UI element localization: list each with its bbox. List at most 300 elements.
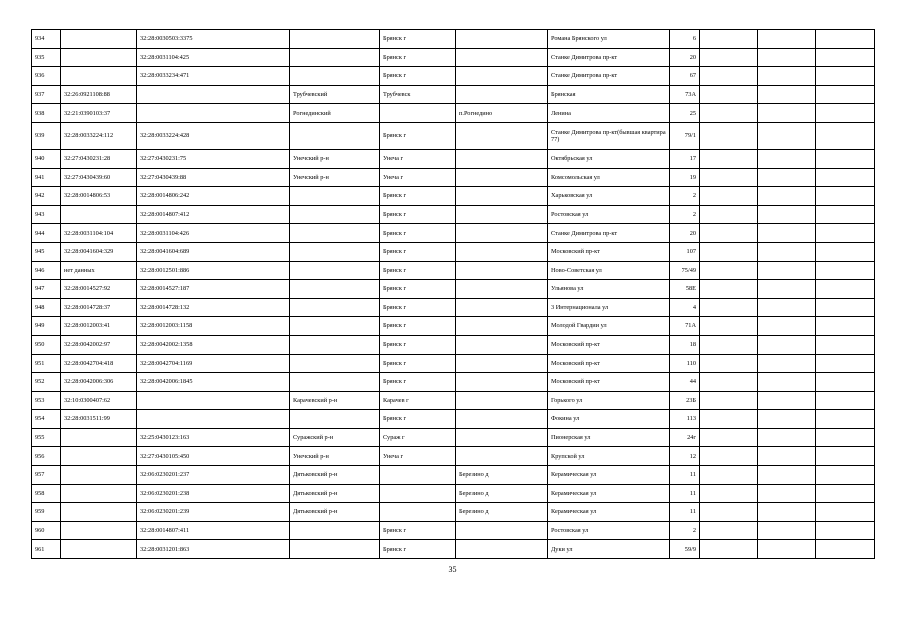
cell-house-number: 59/9 — [670, 540, 700, 559]
cell-extra-1 — [700, 261, 758, 280]
cell-row-number: 952 — [32, 373, 61, 392]
cell-cadastral-number-land: 32:28:0042704:418 — [61, 354, 137, 373]
cell-row-number: 951 — [32, 354, 61, 373]
cell-row-number: 954 — [32, 410, 61, 429]
cell-street: Станке Димитрова пр-кт — [548, 67, 670, 86]
cell-city: Брянск г — [380, 48, 456, 67]
cell-extra-2 — [758, 391, 816, 410]
cell-district: Дятьковский р-н — [290, 503, 380, 522]
cell-row-number: 959 — [32, 503, 61, 522]
cell-extra-3 — [816, 503, 875, 522]
cell-house-number: 67 — [670, 67, 700, 86]
table-row — [32, 540, 875, 559]
cell-settlement — [456, 224, 548, 243]
cell-extra-3 — [816, 410, 875, 429]
table-row — [32, 30, 875, 49]
cell-extra-3 — [816, 149, 875, 168]
cell-cadastral-number-land: 32:10:0300407:62 — [61, 391, 137, 410]
cell-settlement — [456, 410, 548, 429]
cell-house-number: 79/1 — [670, 122, 700, 149]
cell-extra-2 — [758, 335, 816, 354]
cell-city: Брянск г — [380, 373, 456, 392]
cell-cadastral-number-land — [61, 67, 137, 86]
cell-city: Брянск г — [380, 205, 456, 224]
table-row — [32, 410, 875, 429]
cell-house-number: 17 — [670, 149, 700, 168]
cell-settlement — [456, 168, 548, 187]
cell-cadastral-number-building: 32:28:0014527:187 — [137, 280, 290, 299]
cell-settlement: Березино д — [456, 484, 548, 503]
cell-city: Брянск г — [380, 261, 456, 280]
cell-extra-1 — [700, 484, 758, 503]
cell-street: Ульянова ул — [548, 280, 670, 299]
cell-row-number: 935 — [32, 48, 61, 67]
cell-street: Фокина ул — [548, 410, 670, 429]
cell-district: Унечский р-н — [290, 168, 380, 187]
cell-house-number: 25 — [670, 104, 700, 123]
cell-extra-3 — [816, 373, 875, 392]
cell-cadastral-number-land: 32:28:0041604:329 — [61, 242, 137, 261]
cell-house-number: 4 — [670, 298, 700, 317]
cell-city — [380, 484, 456, 503]
cell-settlement — [456, 373, 548, 392]
cell-street: Ростовская ул — [548, 521, 670, 540]
cell-city: Трубчевск — [380, 85, 456, 104]
cell-house-number: 23Б — [670, 391, 700, 410]
cell-cadastral-number-building: 32:27:0430231:75 — [137, 149, 290, 168]
cell-extra-3 — [816, 447, 875, 466]
cell-extra-2 — [758, 122, 816, 149]
cell-street: Керамическая ул — [548, 484, 670, 503]
cell-extra-2 — [758, 67, 816, 86]
cell-extra-3 — [816, 484, 875, 503]
cell-house-number: 11 — [670, 503, 700, 522]
cell-cadastral-number-building: 32:28:0041604:689 — [137, 242, 290, 261]
cell-settlement: Березино д — [456, 466, 548, 485]
cell-row-number: 956 — [32, 447, 61, 466]
cell-row-number: 940 — [32, 149, 61, 168]
cell-district — [290, 122, 380, 149]
table-row — [32, 122, 875, 149]
cell-cadastral-number-land — [61, 48, 137, 67]
cell-house-number: 107 — [670, 242, 700, 261]
cell-extra-1 — [700, 168, 758, 187]
cell-extra-2 — [758, 373, 816, 392]
cell-extra-2 — [758, 540, 816, 559]
table-row — [32, 149, 875, 168]
cell-extra-1 — [700, 335, 758, 354]
cell-extra-3 — [816, 48, 875, 67]
cell-cadastral-number-building: 32:28:0014807:411 — [137, 521, 290, 540]
cell-extra-1 — [700, 298, 758, 317]
cell-extra-3 — [816, 67, 875, 86]
cell-cadastral-number-building: 32:06:0230201:237 — [137, 466, 290, 485]
cell-cadastral-number-building — [137, 104, 290, 123]
cell-cadastral-number-land: 32:27:0430231:28 — [61, 149, 137, 168]
cell-extra-1 — [700, 317, 758, 336]
table-row — [32, 280, 875, 299]
cell-street: Ново-Советская ул — [548, 261, 670, 280]
cell-house-number: 19 — [670, 168, 700, 187]
registry-table-sheet — [31, 29, 874, 559]
cell-street: Комсомольская ул — [548, 168, 670, 187]
cell-house-number: 18 — [670, 335, 700, 354]
cell-cadastral-number-land — [61, 205, 137, 224]
cell-extra-3 — [816, 540, 875, 559]
cell-row-number: 946 — [32, 261, 61, 280]
table-row — [32, 428, 875, 447]
cell-cadastral-number-building: 32:28:0014806:242 — [137, 187, 290, 206]
cell-city: Брянск г — [380, 335, 456, 354]
cell-cadastral-number-land: 32:28:0033224:112 — [61, 122, 137, 149]
cell-district — [290, 261, 380, 280]
cell-district — [290, 187, 380, 206]
cell-settlement — [456, 149, 548, 168]
table-body — [32, 30, 875, 559]
cell-row-number: 950 — [32, 335, 61, 354]
cell-extra-1 — [700, 187, 758, 206]
cell-city: Брянск г — [380, 280, 456, 299]
cell-street: Крупской ул — [548, 447, 670, 466]
cell-house-number: 71А — [670, 317, 700, 336]
cell-house-number: 110 — [670, 354, 700, 373]
table-row — [32, 317, 875, 336]
cell-extra-2 — [758, 298, 816, 317]
cell-district — [290, 317, 380, 336]
cell-city: Унеча г — [380, 168, 456, 187]
cell-street: Пионерская ул — [548, 428, 670, 447]
table-row — [32, 48, 875, 67]
cell-settlement — [456, 298, 548, 317]
cell-cadastral-number-land: 32:28:0014806:53 — [61, 187, 137, 206]
cell-extra-1 — [700, 30, 758, 49]
cell-house-number: 11 — [670, 466, 700, 485]
cell-row-number: 949 — [32, 317, 61, 336]
cell-row-number: 948 — [32, 298, 61, 317]
cell-settlement — [456, 85, 548, 104]
cell-cadastral-number-building: 32:28:0033234:471 — [137, 67, 290, 86]
cell-city — [380, 466, 456, 485]
cell-street: Московский пр-кт — [548, 354, 670, 373]
cell-row-number: 943 — [32, 205, 61, 224]
cell-district — [290, 224, 380, 243]
cell-extra-1 — [700, 373, 758, 392]
cell-district — [290, 373, 380, 392]
cell-cadastral-number-building: 32:06:0230201:238 — [137, 484, 290, 503]
cell-extra-2 — [758, 484, 816, 503]
cell-extra-3 — [816, 205, 875, 224]
cell-extra-1 — [700, 224, 758, 243]
cell-district: Карачевский р-н — [290, 391, 380, 410]
cell-extra-1 — [700, 447, 758, 466]
table-row — [32, 168, 875, 187]
cell-street: Станке Димитрова пр-кт — [548, 224, 670, 243]
cell-cadastral-number-land — [61, 466, 137, 485]
cell-settlement — [456, 540, 548, 559]
cell-cadastral-number-land: 32:28:0031104:104 — [61, 224, 137, 243]
cell-settlement — [456, 317, 548, 336]
cell-extra-3 — [816, 335, 875, 354]
cell-extra-3 — [816, 280, 875, 299]
cell-extra-1 — [700, 410, 758, 429]
cell-extra-1 — [700, 428, 758, 447]
cell-cadastral-number-building: 32:28:0012003:1158 — [137, 317, 290, 336]
cell-row-number: 958 — [32, 484, 61, 503]
cell-district: Унечский р-н — [290, 447, 380, 466]
cell-cadastral-number-land — [61, 447, 137, 466]
cell-cadastral-number-building: 32:25:0430123:163 — [137, 428, 290, 447]
cell-city — [380, 503, 456, 522]
cell-extra-1 — [700, 521, 758, 540]
cell-cadastral-number-land: 32:28:0014527:92 — [61, 280, 137, 299]
cell-cadastral-number-land — [61, 521, 137, 540]
cell-extra-3 — [816, 317, 875, 336]
table-row — [32, 261, 875, 280]
cell-city: Брянск г — [380, 67, 456, 86]
cell-street: Харьковская ул — [548, 187, 670, 206]
cell-street: Горького ул — [548, 391, 670, 410]
page-number: 35 — [448, 565, 457, 574]
cell-cadastral-number-building: 32:28:0014728:132 — [137, 298, 290, 317]
cell-settlement — [456, 48, 548, 67]
cell-row-number: 953 — [32, 391, 61, 410]
table-row — [32, 335, 875, 354]
cell-extra-2 — [758, 104, 816, 123]
cell-district: Рогнединский — [290, 104, 380, 123]
cell-settlement — [456, 242, 548, 261]
cell-extra-2 — [758, 205, 816, 224]
cell-street: Станке Димитрова пр-кт — [548, 48, 670, 67]
cell-street: Романа Брянского ул — [548, 30, 670, 49]
cell-cadastral-number-land — [61, 503, 137, 522]
cell-cadastral-number-land: 32:21:0390103:37 — [61, 104, 137, 123]
cell-extra-2 — [758, 503, 816, 522]
cell-extra-2 — [758, 48, 816, 67]
cell-extra-2 — [758, 30, 816, 49]
cell-cadastral-number-building: 32:28:0030503:3375 — [137, 30, 290, 49]
cell-district: Трубчевский — [290, 85, 380, 104]
cell-street: Дуки ул — [548, 540, 670, 559]
cell-extra-1 — [700, 48, 758, 67]
table-row — [32, 67, 875, 86]
cell-settlement — [456, 67, 548, 86]
cell-cadastral-number-building: 32:28:0033224:428 — [137, 122, 290, 149]
cell-extra-3 — [816, 30, 875, 49]
cell-city: Брянск г — [380, 317, 456, 336]
cell-extra-2 — [758, 354, 816, 373]
cell-extra-1 — [700, 242, 758, 261]
registry-table — [31, 29, 875, 559]
cell-extra-1 — [700, 85, 758, 104]
table-row — [32, 373, 875, 392]
cell-district: Унечский р-н — [290, 149, 380, 168]
cell-street: Керамическая ул — [548, 503, 670, 522]
table-row — [32, 354, 875, 373]
cell-district: Суражский р-н — [290, 428, 380, 447]
cell-settlement — [456, 354, 548, 373]
cell-cadastral-number-land: 32:28:0014728:37 — [61, 298, 137, 317]
cell-cadastral-number-land: 32:28:0012003:41 — [61, 317, 137, 336]
table-row — [32, 85, 875, 104]
cell-cadastral-number-land — [61, 484, 137, 503]
cell-extra-2 — [758, 187, 816, 206]
cell-district — [290, 30, 380, 49]
cell-settlement: Березино д — [456, 503, 548, 522]
cell-row-number: 945 — [32, 242, 61, 261]
cell-district — [290, 354, 380, 373]
cell-cadastral-number-building: 32:28:0031104:425 — [137, 48, 290, 67]
cell-district — [290, 540, 380, 559]
cell-cadastral-number-land: нет данных — [61, 261, 137, 280]
cell-cadastral-number-land — [61, 540, 137, 559]
cell-cadastral-number-land: 32:27:0430439:60 — [61, 168, 137, 187]
cell-settlement — [456, 428, 548, 447]
cell-extra-2 — [758, 168, 816, 187]
cell-row-number: 955 — [32, 428, 61, 447]
cell-extra-1 — [700, 503, 758, 522]
cell-house-number: 58Е — [670, 280, 700, 299]
cell-row-number: 957 — [32, 466, 61, 485]
cell-city: Брянск г — [380, 30, 456, 49]
cell-row-number: 939 — [32, 122, 61, 149]
cell-cadastral-number-building: 32:27:0430439:88 — [137, 168, 290, 187]
cell-city: Брянск г — [380, 242, 456, 261]
cell-extra-2 — [758, 261, 816, 280]
cell-house-number: 2 — [670, 187, 700, 206]
cell-city: Сураж г — [380, 428, 456, 447]
cell-row-number: 960 — [32, 521, 61, 540]
cell-house-number: 12 — [670, 447, 700, 466]
cell-row-number: 944 — [32, 224, 61, 243]
cell-extra-2 — [758, 85, 816, 104]
table-row — [32, 187, 875, 206]
cell-street: Станке Димитрова пр-кт(бывшая квартира 77) — [548, 122, 670, 149]
cell-district — [290, 67, 380, 86]
cell-cadastral-number-building — [137, 85, 290, 104]
cell-district — [290, 410, 380, 429]
cell-extra-3 — [816, 187, 875, 206]
cell-extra-3 — [816, 242, 875, 261]
table-row — [32, 503, 875, 522]
cell-row-number: 942 — [32, 187, 61, 206]
cell-extra-1 — [700, 466, 758, 485]
cell-street: Московский пр-кт — [548, 373, 670, 392]
cell-city: Брянск г — [380, 410, 456, 429]
cell-extra-1 — [700, 122, 758, 149]
cell-house-number: 20 — [670, 224, 700, 243]
table-row — [32, 466, 875, 485]
cell-city: Брянск г — [380, 354, 456, 373]
cell-street: Октябрьская ул — [548, 149, 670, 168]
cell-street: 3 Интернационала ул — [548, 298, 670, 317]
cell-extra-2 — [758, 280, 816, 299]
table-row — [32, 447, 875, 466]
cell-extra-1 — [700, 149, 758, 168]
cell-house-number: 75/49 — [670, 261, 700, 280]
cell-district — [290, 205, 380, 224]
cell-cadastral-number-land: 32:28:0042002:97 — [61, 335, 137, 354]
cell-settlement — [456, 30, 548, 49]
cell-cadastral-number-building: 32:28:0042704:1169 — [137, 354, 290, 373]
cell-cadastral-number-land — [61, 428, 137, 447]
cell-extra-2 — [758, 149, 816, 168]
cell-house-number: 24г — [670, 428, 700, 447]
cell-cadastral-number-building: 32:28:0042002:1358 — [137, 335, 290, 354]
table-row — [32, 484, 875, 503]
cell-cadastral-number-building: 32:28:0031104:426 — [137, 224, 290, 243]
cell-city — [380, 104, 456, 123]
cell-street: Московский пр-кт — [548, 335, 670, 354]
cell-settlement — [456, 335, 548, 354]
cell-row-number: 941 — [32, 168, 61, 187]
cell-extra-3 — [816, 122, 875, 149]
cell-settlement — [456, 187, 548, 206]
cell-street: Брянская — [548, 85, 670, 104]
table-row — [32, 205, 875, 224]
cell-extra-1 — [700, 205, 758, 224]
cell-cadastral-number-building — [137, 391, 290, 410]
cell-extra-1 — [700, 354, 758, 373]
cell-house-number: 6 — [670, 30, 700, 49]
cell-cadastral-number-building: 32:27:0430105:450 — [137, 447, 290, 466]
cell-city: Карачев г — [380, 391, 456, 410]
cell-cadastral-number-land: 32:28:0031511:99 — [61, 410, 137, 429]
cell-city: Унеча г — [380, 447, 456, 466]
cell-street: Ростовская ул — [548, 205, 670, 224]
cell-house-number: 11 — [670, 484, 700, 503]
cell-extra-3 — [816, 261, 875, 280]
cell-extra-2 — [758, 447, 816, 466]
cell-cadastral-number-building: 32:28:0014807:412 — [137, 205, 290, 224]
cell-extra-1 — [700, 540, 758, 559]
cell-settlement — [456, 122, 548, 149]
cell-row-number: 938 — [32, 104, 61, 123]
cell-district — [290, 521, 380, 540]
cell-extra-3 — [816, 85, 875, 104]
cell-extra-1 — [700, 391, 758, 410]
cell-cadastral-number-building: 32:28:0012501:886 — [137, 261, 290, 280]
cell-settlement — [456, 280, 548, 299]
cell-extra-3 — [816, 168, 875, 187]
cell-district — [290, 48, 380, 67]
cell-extra-2 — [758, 317, 816, 336]
cell-row-number: 937 — [32, 85, 61, 104]
cell-city: Брянск г — [380, 521, 456, 540]
cell-cadastral-number-building: 32:28:0042006:1845 — [137, 373, 290, 392]
cell-district — [290, 242, 380, 261]
cell-cadastral-number-land — [61, 30, 137, 49]
cell-city: Брянск г — [380, 187, 456, 206]
cell-district — [290, 280, 380, 299]
cell-city: Брянск г — [380, 122, 456, 149]
cell-street: Молодой Гвардии ул — [548, 317, 670, 336]
cell-district: Дятьковский р-н — [290, 466, 380, 485]
cell-extra-2 — [758, 428, 816, 447]
cell-cadastral-number-land: 32:28:0042006:306 — [61, 373, 137, 392]
cell-cadastral-number-building: 32:28:0031201:863 — [137, 540, 290, 559]
cell-cadastral-number-building — [137, 410, 290, 429]
cell-district — [290, 335, 380, 354]
cell-city: Брянск г — [380, 540, 456, 559]
cell-extra-2 — [758, 224, 816, 243]
table-row — [32, 298, 875, 317]
cell-city: Унеча г — [380, 149, 456, 168]
cell-street: Ленина — [548, 104, 670, 123]
cell-extra-3 — [816, 224, 875, 243]
cell-extra-2 — [758, 466, 816, 485]
cell-extra-3 — [816, 391, 875, 410]
cell-house-number: 20 — [670, 48, 700, 67]
